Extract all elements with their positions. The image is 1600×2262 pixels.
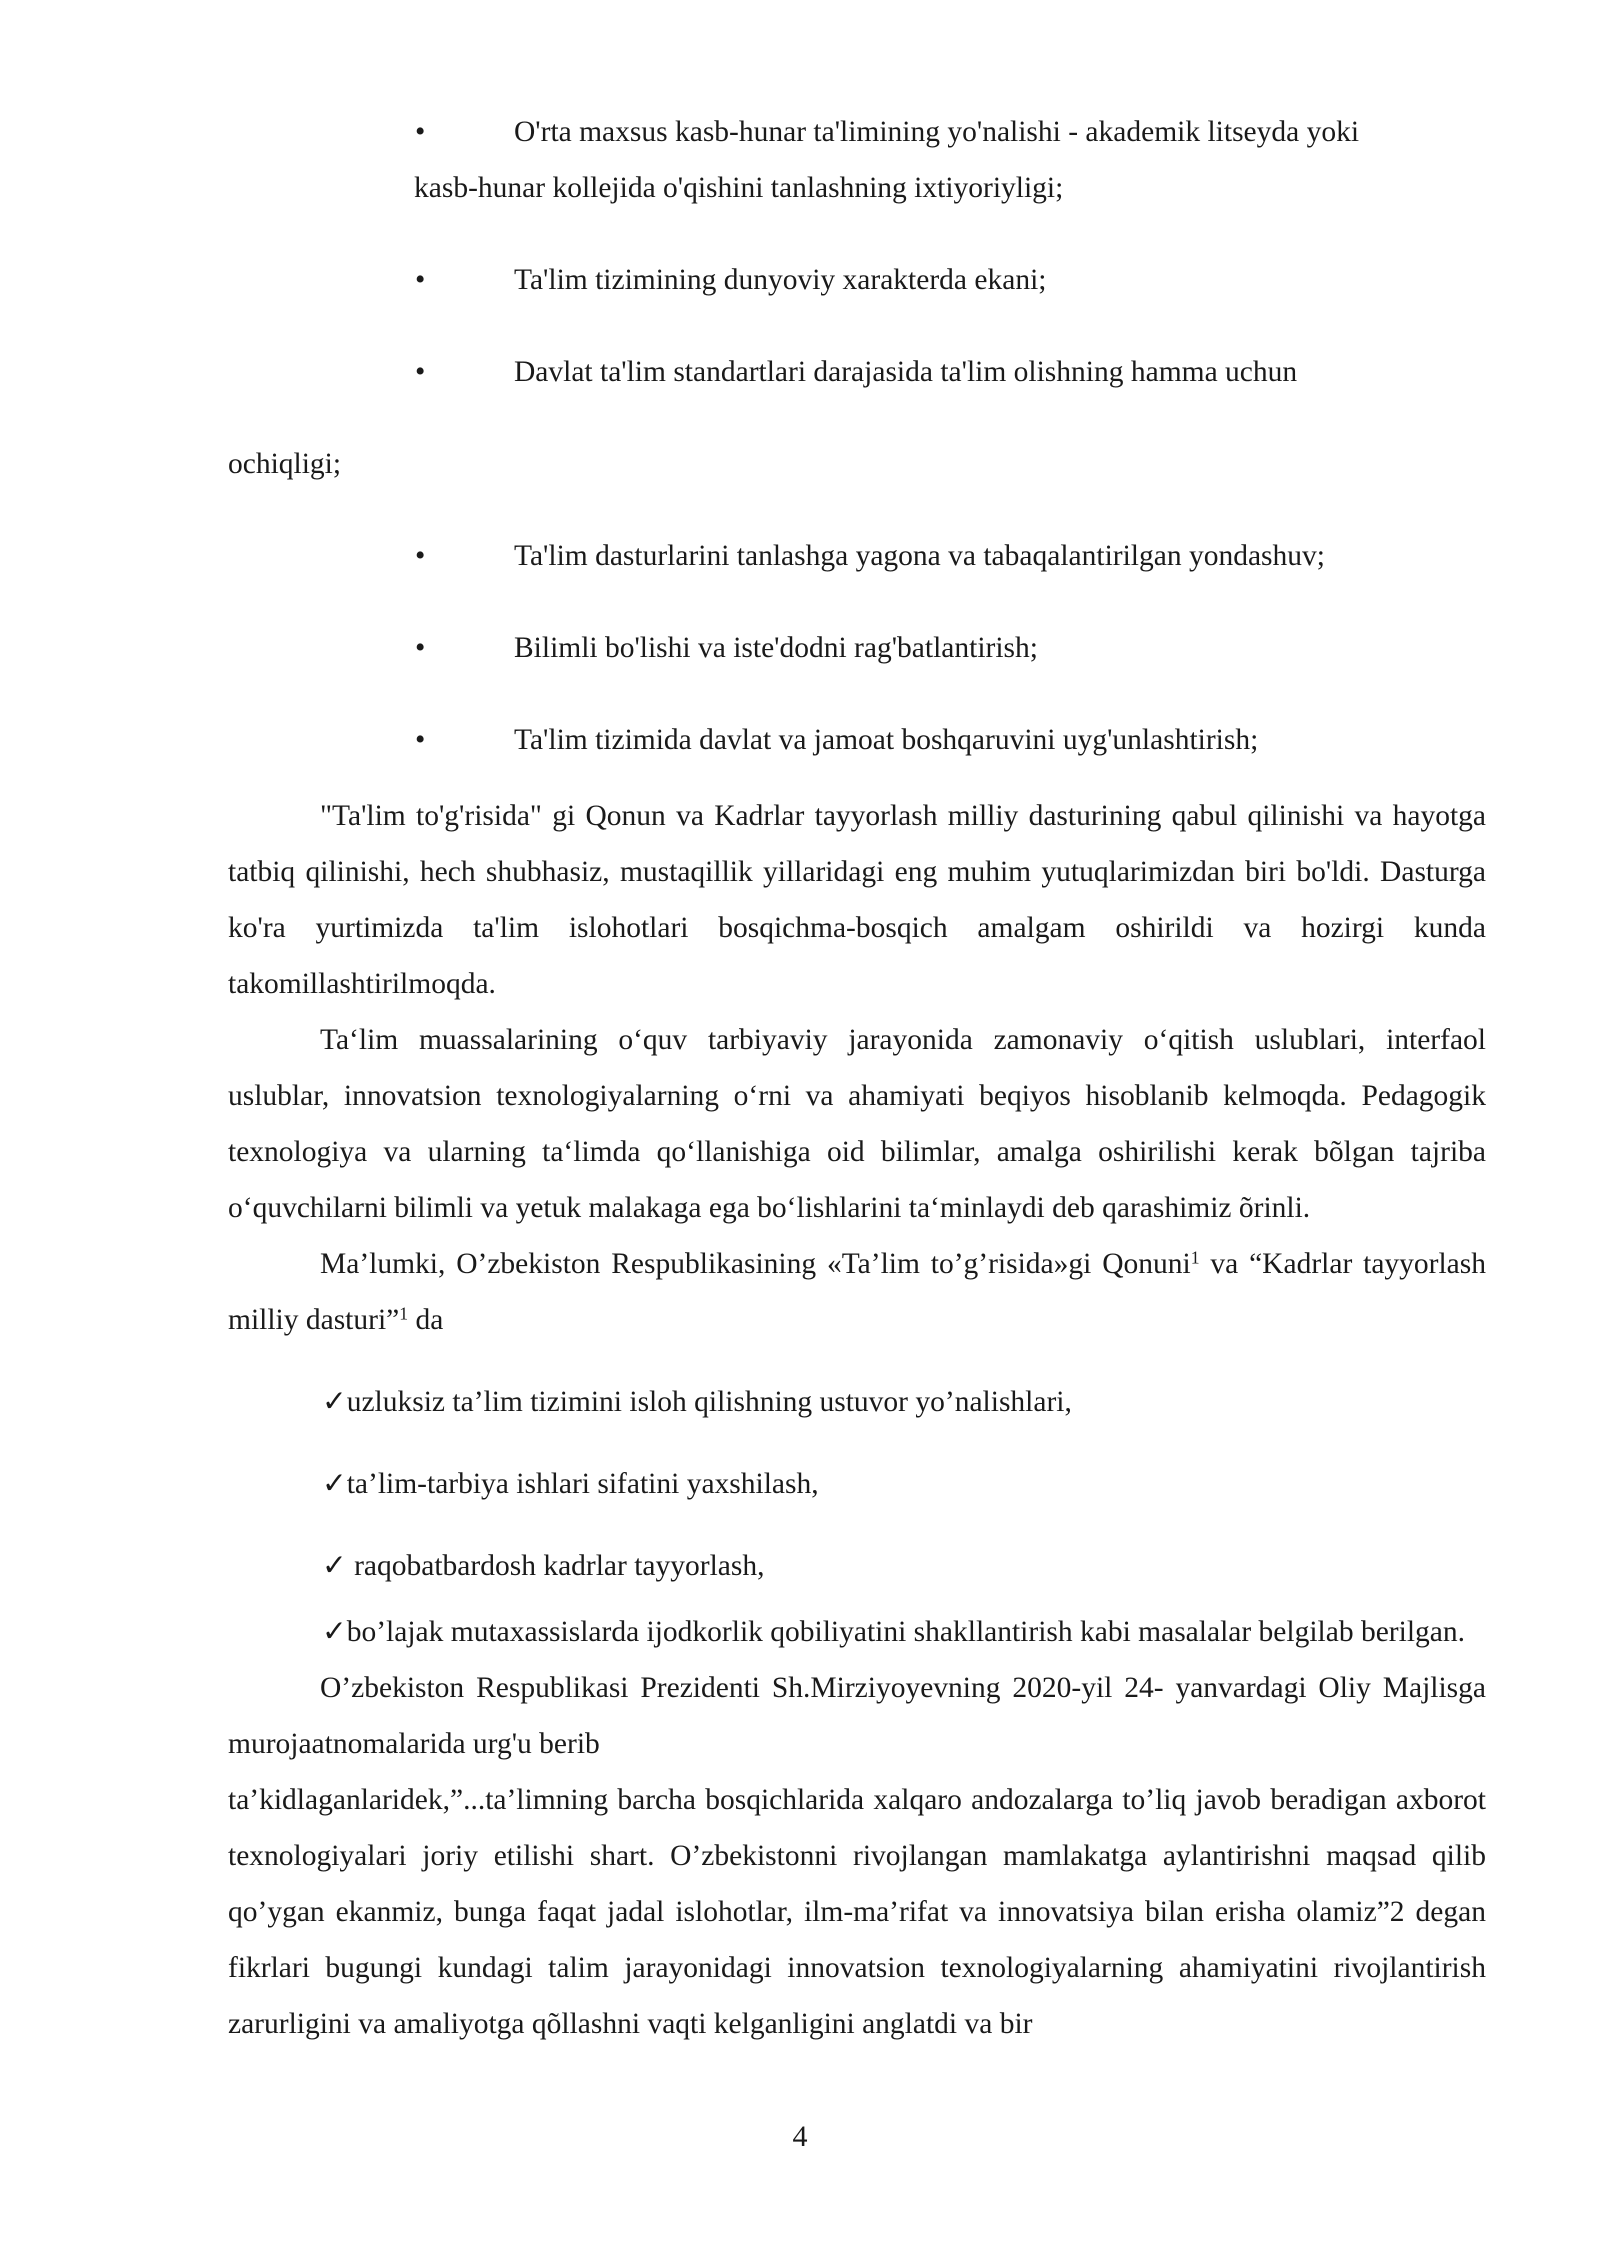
footnote-ref: 1 (1190, 1247, 1200, 1268)
bullet-marker: • (415, 356, 426, 388)
list-item-text: Bilimli bo'lishi va iste'dodni rag'batlantirish; (514, 632, 1038, 664)
bullet-marker: • (415, 264, 426, 296)
paragraph-president-quote: ta’kidlaganlaridek,”...ta’limning barcha bosqichlarida xalqaro andozalarga to’liq javob beradigan axborot texnologiyalari joriy etilishi shart. O’zbekistonni rivojlangan mamlakatga aylantirishni maqsad qilib qo’ygan ekanmiz, bunga faqat jadal islohotlar, ilm-ma’rifat va innovatsiya bilan erisha olamiz”2 degan fikrlari bugungi kundagi talim jarayonidagi innovatsion texnologiyalarning ahamiyatini rivojlantirish zarurligini va amaliyotga qõllashni vaqti kelganligini anglatdi va bir (228, 1784, 1486, 2040)
paragraph-legal-references (228, 1236, 1486, 1348)
paragraph-text: va “Kadrlar tayyorlash milliy dasturi” (228, 1248, 1487, 1336)
bullet-marker: • (415, 540, 426, 572)
check-item: ✓uzluksiz ta’lim tizimini isloh qilishning ustuvor yo’nalishlari, (322, 1386, 1072, 1418)
paragraph-text: Ma’lumki, O’zbekiston Respublikasining «Ta’lim to’g’risida»gi Qonuni (320, 1248, 1191, 1280)
check-item: ✓ta’lim-tarbiya ishlari sifatini yaxshilash, (322, 1468, 819, 1500)
list-item-text: Ta'lim tizimida davlat va jamoat boshqaruvini uyg'unlashtirish; (514, 724, 1259, 756)
list-item (228, 252, 1486, 308)
list-item (228, 104, 1486, 216)
list-item-continuation: kasb-hunar kollejida o'qishini tanlashning ixtiyoriyligi; (414, 172, 1064, 204)
footnote-ref: 1 (399, 1303, 409, 1324)
list-item (228, 712, 1486, 768)
list-item-tail: ochiqligi; (228, 448, 342, 480)
list-item (228, 344, 1486, 400)
bullet-marker: • (415, 632, 426, 664)
paragraph-president-address: O’zbekiston Respublikasi Prezidenti Sh.Mirziyoyevning 2020-yil 24- yanvardagi Oliy Majlisga murojaatnomalarida urg'u berib (228, 1672, 1486, 1760)
list-item (228, 620, 1486, 676)
paragraph-text: da (408, 1304, 444, 1336)
document-page (228, 104, 1486, 2052)
bullet-marker: • (415, 724, 426, 756)
paragraph-pedagogical-technology: Ta‘lim muassalarining o‘quv tarbiyaviy jarayonida zamonaviy o‘qitish uslublari, interfaol uslublar, innovatsion texnologiyalarning o‘rni va ahamiyati beqiyos hisoblanib kelmoqda. Pedagogik texnologiya va ularning ta‘limda qo‘llanishiga oid bilimlar, amalga oshirilishi kerak bõlgan tajriba o‘quvchilarni bilimli va yetuk malakaga ega bo‘lishlarini ta‘minlaydi deb qarashimiz õrinli. (228, 1024, 1486, 1224)
bullet-marker: • (415, 116, 426, 148)
list-item-text: Ta'lim dasturlarini tanlashga yagona va tabaqalantirilgan yondashuv; (514, 540, 1325, 572)
list-item-text: Davlat ta'lim standartlari darajasida ta'lim olishning hamma uchun (514, 356, 1298, 388)
list-item-text: Ta'lim tizimining dunyoviy xarakterda ekani; (514, 264, 1047, 296)
page-number: 4 (792, 2120, 808, 2153)
check-item: ✓ raqobatbardosh kadrlar tayyorlash, (322, 1550, 765, 1582)
list-item-text: O'rta maxsus kasb-hunar ta'limining yo'nalishi - akademik litseyda yoki (514, 116, 1360, 148)
list-item (228, 528, 1486, 584)
check-item: ✓bo’lajak mutaxassislarda ijodkorlik qobiliyatini shakllantirish kabi masalalar belgilab berilgan. (322, 1616, 1465, 1648)
paragraph-law-adoption: "Ta'lim to'g'risida" gi Qonun va Kadrlar tayyorlash milliy dasturining qabul qilinishi va hayotga tatbiq qilinishi, hech shubhasiz, mustaqillik yillaridagi eng muhim yutuqlarimizdan biri bo'ldi. Dasturga ko'ra yurtimizda ta'lim islohotlari bosqichma-bosqich amalgam oshirildi va hozirgi kunda takomillashtirilmoqda. (228, 800, 1486, 1000)
